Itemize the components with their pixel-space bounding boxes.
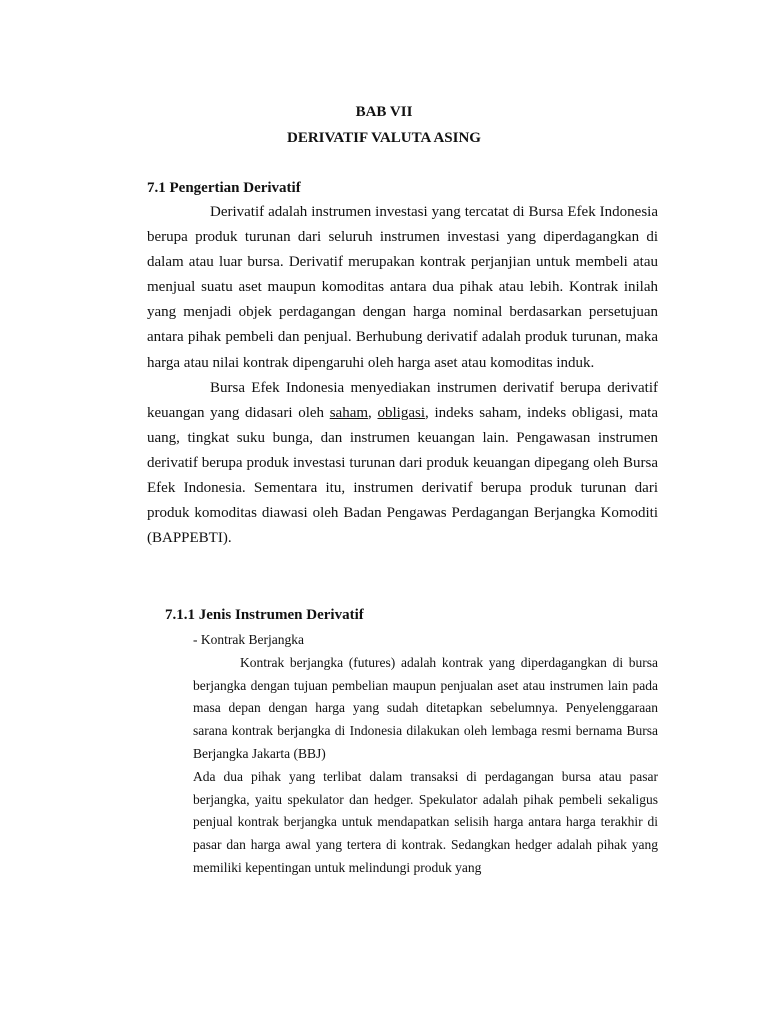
- section-paragraph-1: Derivatif adalah instrumen investasi yang tercatat di Bursa Efek Indonesia berupa produk turunan dari seluruh instrumen investasi yang diperdagangkan di dalam atau luar bursa. Derivatif merupakan kontrak perjanjian untuk membeli atau menjual suatu aset maupun komoditas antara dua pihak atau lebih. Kontrak inilah yang menjadi objek perdagangan dengan harga nominal berdasarkan persetujuan antara pihak pembeli dan penjual. Berhubung derivatif adalah produk turunan, maka harga atau nilai kontrak dipengaruhi oleh harga aset atau komoditas induk.: [147, 204, 658, 371]
- saham-link[interactable]: saham: [329, 404, 369, 421]
- subsection-body: [193, 629, 658, 880]
- section-body: [147, 200, 658, 551]
- paragraph-text: , indeks saham, indeks obligasi, mata uang, tingkat suku bunga, dan instrumen keuangan lain. Pengawasan instrumen derivatif berupa produk investasi turunan dari produk keuangan dipegang oleh Bursa Efek Indonesia. Sementara itu, instrumen derivatif berupa produk turunan dari produk komoditas diawasi oleh Badan Pengawas Perdagangan Berjangka Komoditi (BAPPEBTI).: [147, 404, 659, 547]
- section-paragraph-2: [147, 376, 658, 552]
- section-heading: 7.1 Pengertian Derivatif: [147, 180, 301, 196]
- chapter-title: DERIVATIF VALUTA ASING: [287, 130, 481, 146]
- paragraph-separator: ,: [368, 404, 378, 421]
- chapter-label: BAB VII: [355, 104, 413, 120]
- subsection-paragraph-2: Ada dua pihak yang terlibat dalam transaksi di perdagangan bursa atau pasar berjangka, yaitu spekulator dan hedger. Spekulator adalah pihak pembeli sekaligus penjual kontrak berjangka untuk mendapatkan selisih harga antara harga terakhir di pasar dan harga awal yang tertera di kontrak. Sedangkan hedger adalah pihak yang memiliki kepentingan untuk melindungi produk yang: [193, 768, 658, 875]
- subsection-heading: 7.1.1 Jenis Instrumen Derivatif: [165, 607, 364, 623]
- subsection-paragraph-1: Kontrak berjangka (futures) adalah kontrak yang diperdagangkan di bursa berjangka dengan tujuan pembelian maupun penjualan aset atau instrumen lain pada masa depan dengan harga yang sudah ditetapkan sebelumnya. Penyelenggaraan sarana kontrak berjangka di Indonesia dilakukan oleh lembaga resmi bernama Bursa Berjangka Jakarta (BBJ): [193, 654, 658, 761]
- bullet-item: - Kontrak Berjangka: [193, 632, 304, 647]
- paragraph-text: Bursa Efek Indonesia menyediakan instrumen derivatif berupa derivatif keuangan yang didasari oleh: [147, 379, 658, 421]
- obligasi-link[interactable]: obligasi: [377, 404, 425, 421]
